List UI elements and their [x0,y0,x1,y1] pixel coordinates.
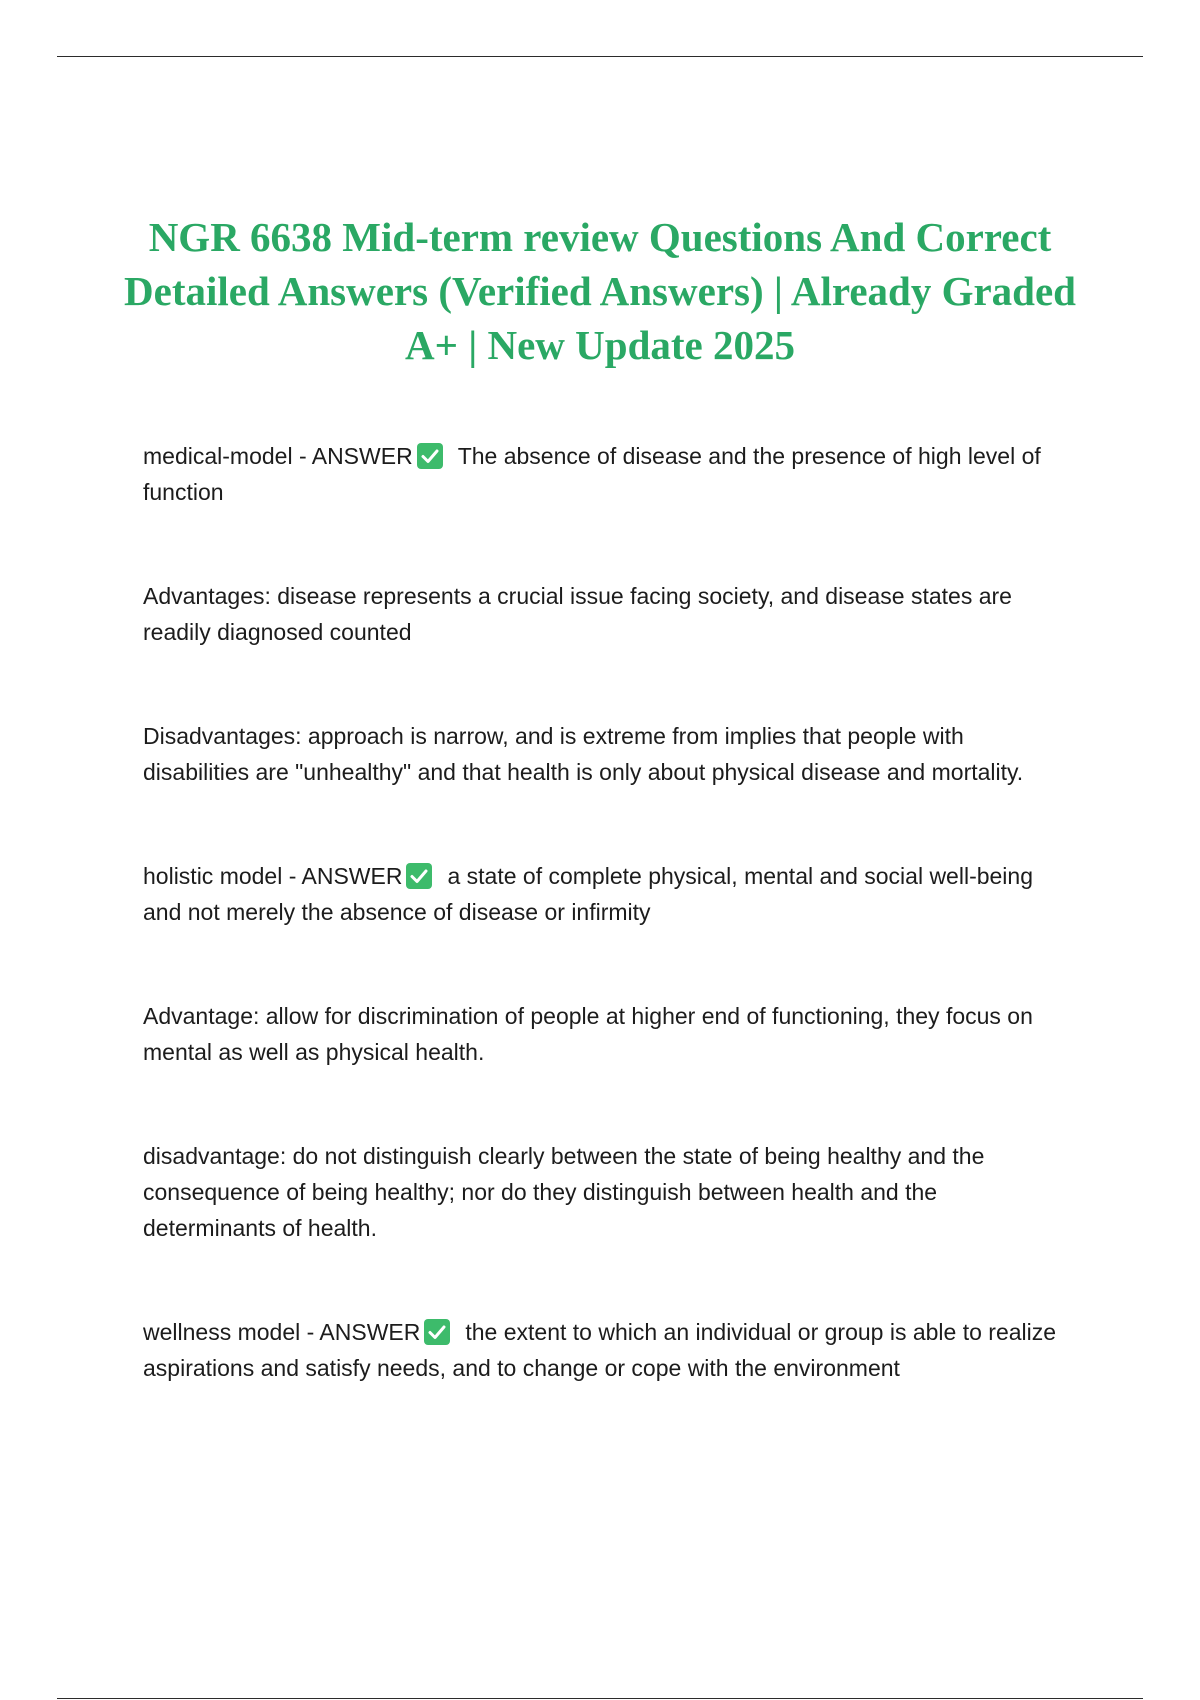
entry-answer: the extent to which an individual or group is able to realize aspirations and satisfy needs, and to change or cope with the environment [143,1319,1057,1381]
document-body [143,438,1073,1386]
entry-term: holistic model - ANSWER [143,863,403,889]
entry-holistic-advantage: Advantage: allow for discrimination of people at higher end of functioning, they focus on mental as well as physical health. [143,1003,1033,1065]
top-rule [57,56,1143,57]
check-icon [424,1319,450,1345]
entry-holistic-disadvantage: disadvantage: do not distinguish clearly between the state of being healthy and the consequence of being healthy; nor do they distinguish between health and the determinants of health. [143,1143,985,1241]
check-icon [406,863,432,889]
entry-holistic-model [143,858,1073,930]
entry-term: medical-model - ANSWER [143,443,413,469]
bottom-rule [57,1698,1143,1699]
entry-medical-disadvantages: Disadvantages: approach is narrow, and is extreme from implies that people with disabilities are "unhealthy" and that health is only about physical disease and mortality. [143,723,1024,785]
entry-medical-model [143,438,1073,510]
entry-answer: The absence of disease and the presence of high level of function [143,443,1041,505]
entry-answer: a state of complete physical, mental and social well-being and not merely the absence of disease or infirmity [143,863,1034,925]
check-icon [417,443,443,469]
entry-term: wellness model - ANSWER [143,1319,421,1345]
entry-medical-advantages: Advantages: disease represents a crucial issue facing society, and disease states are readily diagnosed counted [143,583,1012,645]
entry-wellness-model [143,1314,1073,1386]
document-title: NGR 6638 Mid-term review Questions And Correct Detailed Answers (Verified Answers) | Already Graded A+ | New Update 2025 [124,214,1076,368]
